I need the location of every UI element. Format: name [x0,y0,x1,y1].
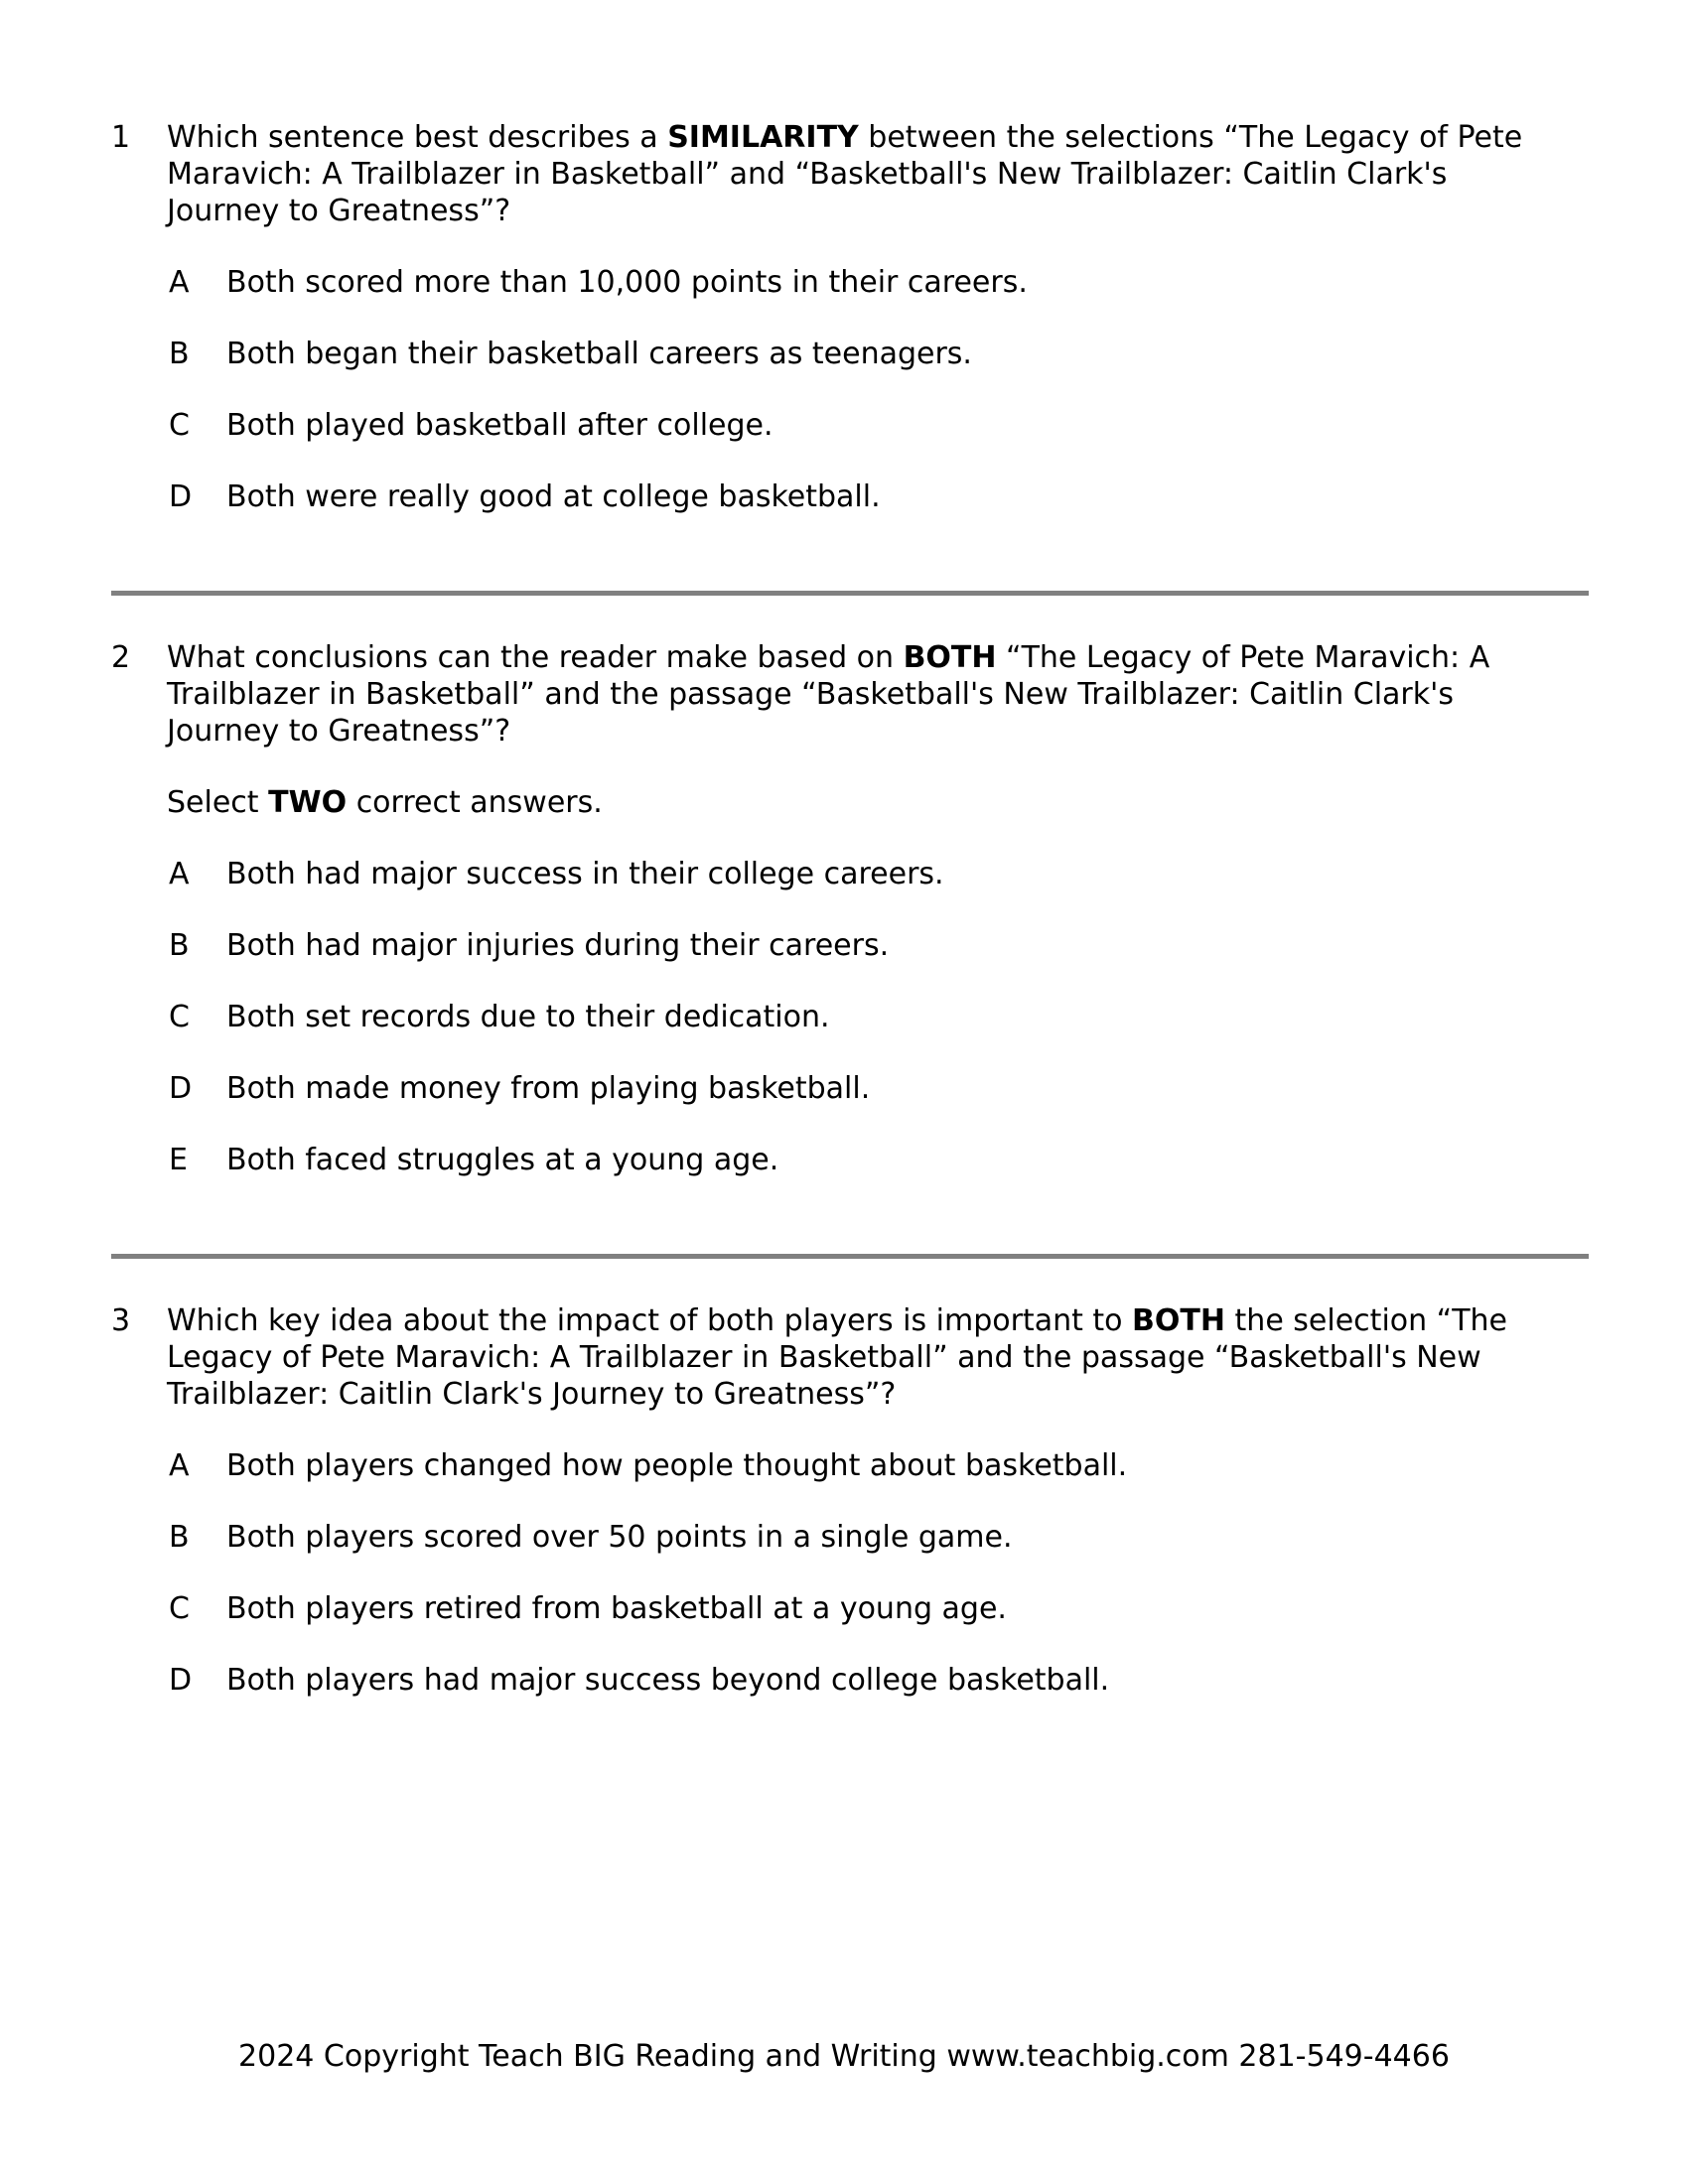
option-text: Both were really good at college basketball. [226,479,881,514]
option-letter: B [169,337,190,371]
option-letter: C [169,1000,190,1034]
option-text: Both players retired from basketball at a young age. [226,1591,1007,1626]
question-3-block [111,1302,1589,1699]
option-text: Both had major success in their college careers. [226,857,944,891]
question-number: 2 [111,640,131,675]
section-divider [111,591,1589,596]
section-divider [111,1254,1589,1259]
question-prompt: What conclusions can the reader make based on BOTH “The Legacy of Pete Maravich: A Trailblazer in Basketball” and the passage “Basketball's New Trailblazer: Caitlin Clark's Journey to Greatness”? [167,640,1490,749]
answer-option [169,407,1589,444]
answer-option [169,1662,1589,1699]
option-text: Both scored more than 10,000 points in their careers. [226,265,1028,300]
option-letter: E [169,1143,188,1177]
question-number: 3 [111,1303,131,1338]
option-letter: C [169,1591,190,1626]
question-prompt: Which key idea about the impact of both players is important to BOTH the selection “The Legacy of Pete Maravich: A Trailblazer in Basketball” and the passage “Basketball's New Trailblazer: Caitlin Clark's Journey to Greatness”? [167,1303,1508,1412]
answer-option [169,1519,1589,1556]
option-text: Both had major injuries during their careers. [226,928,890,963]
answer-option [169,999,1589,1035]
answer-option [169,927,1589,964]
option-text: Both played basketball after college. [226,408,774,443]
option-letter: D [169,1071,193,1106]
option-letter: B [169,928,190,963]
option-text: Both began their basketball careers as teenagers. [226,337,972,371]
answer-option [169,1070,1589,1107]
option-text: Both players changed how people thought about basketball. [226,1448,1128,1483]
question-number: 1 [111,120,131,155]
option-text: Both faced struggles at a young age. [226,1143,779,1177]
option-text: Both players had major success beyond college basketball. [226,1663,1110,1698]
answer-option [169,1590,1589,1627]
option-letter: C [169,408,190,443]
worksheet-content [111,119,1589,1699]
answer-option [169,478,1589,515]
answer-option [169,1447,1589,1484]
page-footer: 2024 Copyright Teach BIG Reading and Writing www.teachbig.com 281-549-4466 [238,2039,1450,2074]
option-text: Both made money from playing basketball. [226,1071,871,1106]
question-prompt: Which sentence best describes a SIMILARITY between the selections “The Legacy of Pete Maravich: A Trailblazer in Basketball” and “Basketball's New Trailblazer: Caitlin Clark's Journey to Greatness”? [167,120,1523,228]
question-1-block [111,119,1589,515]
option-letter: A [169,857,190,891]
option-letter: A [169,265,190,300]
answer-option [169,856,1589,892]
option-letter: D [169,1663,193,1698]
question-2-block [111,639,1589,1178]
answer-option [169,264,1589,301]
answer-option [169,1142,1589,1178]
select-two-instruction: Select TWO correct answers. [167,785,603,820]
option-letter: B [169,1520,190,1555]
option-letter: A [169,1448,190,1483]
option-letter: D [169,479,193,514]
option-text: Both players scored over 50 points in a single game. [226,1520,1013,1555]
answer-option [169,336,1589,372]
option-text: Both set records due to their dedication. [226,1000,830,1034]
